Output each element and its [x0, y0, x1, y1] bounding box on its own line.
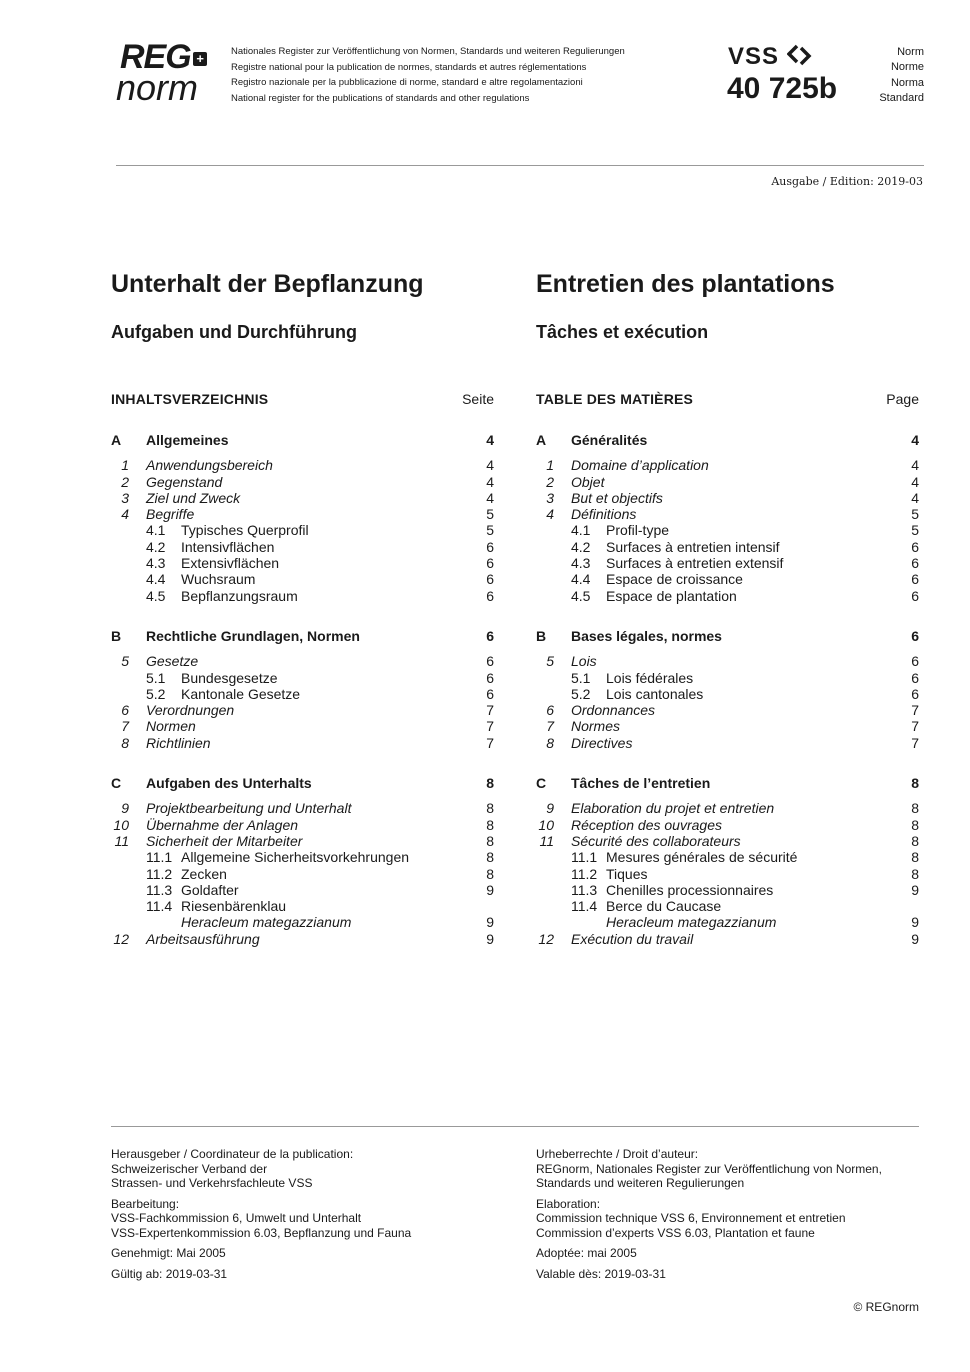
toc-subsection-title: Allgemeine Sicherheitsvorkehrungen — [181, 849, 410, 866]
toc-entry — [536, 702, 919, 718]
toc-entry — [536, 522, 919, 538]
toc-entry — [536, 898, 919, 914]
toc-page-number: 9 — [486, 881, 494, 898]
toc-chapter-number: 7 — [121, 718, 129, 735]
toc-page-number: 6 — [911, 571, 919, 588]
toc-chapter-number: 2 — [546, 473, 554, 490]
toc-subsection-number: 11.2 — [571, 865, 598, 882]
toc-section-letter: B — [536, 627, 547, 644]
toc-chapter-number: 8 — [121, 734, 129, 751]
toc-page-number: 4 — [911, 432, 919, 448]
toc-chapter-number: 6 — [546, 702, 554, 719]
toc-entry — [111, 914, 494, 930]
toc-list-de — [111, 432, 494, 947]
toc-subsection-title: Berce du Caucase — [606, 898, 722, 915]
norm-type-fr: Norme — [890, 61, 924, 74]
toc-chapter-number: 3 — [546, 489, 554, 506]
toc-entry — [111, 775, 494, 791]
toc-subsection-title: Espace de plantation — [606, 587, 737, 604]
footer-de — [111, 1147, 511, 1287]
adopted-date-fr: Adoptée: mai 2005 — [536, 1246, 637, 1260]
toc-subsection-number: 11.4 — [571, 898, 598, 915]
toc-section-letter: B — [111, 627, 122, 644]
toc-chapter-number: 8 — [546, 734, 554, 751]
toc-entry — [111, 817, 494, 833]
toc-chapter-number: 3 — [121, 489, 129, 506]
toc-entry — [111, 931, 494, 947]
toc-page-number: 6 — [486, 627, 494, 644]
toc-entry — [111, 735, 494, 751]
toc-chapter-title: Übernahme der Anlagen — [146, 816, 299, 833]
toc-entry — [536, 474, 919, 490]
toc-chapter-title: Directives — [571, 734, 633, 751]
toc-subsection-number: 4.1 — [146, 522, 166, 539]
toc-chapter-title: Projektbearbeitung und Unterhalt — [146, 800, 352, 817]
toc-entry — [536, 506, 919, 522]
toc-chapter-title: Verordnungen — [146, 702, 235, 719]
toc-subsection-number: 11.1 — [146, 849, 173, 866]
toc-entry — [536, 882, 919, 898]
toc-entry — [536, 866, 919, 882]
toc-section-letter: A — [111, 432, 122, 448]
regnorm-logo-norm: norm — [116, 67, 199, 108]
toc-subsection-number: 4.2 — [146, 538, 166, 555]
toc-entry — [536, 775, 919, 791]
toc-section-title: Aufgaben des Unterhalts — [146, 775, 312, 792]
footer-divider — [111, 1126, 919, 1127]
toc-page-number: 6 — [911, 653, 919, 670]
toc-page-number: 5 — [486, 522, 494, 539]
toc-page-number: 7 — [911, 734, 919, 751]
toc-page-number: 6 — [486, 538, 494, 555]
toc-chapter-number: 2 — [121, 473, 129, 490]
register-description — [231, 44, 625, 106]
toc-subsection-number: 11.2 — [146, 865, 173, 882]
toc-page-number: 4 — [486, 489, 494, 506]
copyright-holder-info: Urheberrechte / Droit d’auteur: REGnorm, Nationales Register zur Veröffentlichung von Normen, Standards und weiteren Regulierungen — [536, 1147, 882, 1190]
toc-entry — [111, 718, 494, 734]
toc-chapter-title: Elaboration du projet et entretien — [571, 800, 775, 817]
toc-entry — [536, 718, 919, 734]
toc-entry — [536, 555, 919, 571]
toc-page-number: 9 — [911, 881, 919, 898]
title-de: Unterhalt der Bepflanzung — [111, 270, 424, 298]
toc-subsection-title: Intensivflächen — [181, 538, 275, 555]
elaboration-info: Elaboration: Commission technique VSS 6, Environnement et entretien Commission d’experts VSS 6.03, Plantation et faune — [536, 1196, 846, 1240]
toc-page-number: 6 — [911, 555, 919, 572]
toc-subsection-number: 5.2 — [571, 685, 591, 702]
toc-chapter-title: Arbeitsausführung — [146, 930, 260, 947]
toc-page-number: 8 — [911, 816, 919, 833]
toc-entry — [536, 539, 919, 555]
toc-entry — [111, 866, 494, 882]
publisher-info: Herausgeber / Coordinateur de la publication: Schweizerischer Verband der Strassen- und Verkehrsfachleute VSS — [111, 1147, 354, 1190]
toc-page-number: 8 — [486, 775, 494, 792]
toc-subsection-number: 4.3 — [146, 555, 166, 572]
toc-chapter-title: But et objectifs — [571, 489, 663, 506]
subtitle-fr: Tâches et exécution — [536, 322, 709, 342]
toc-page-number: 8 — [486, 816, 494, 833]
edition-date: Ausgabe / Edition: 2019-03 — [771, 175, 923, 188]
toc-entry — [536, 800, 919, 816]
toc-chapter-number: 4 — [121, 506, 129, 523]
toc-entry — [536, 571, 919, 587]
toc-section-title: Allgemeines — [146, 432, 229, 448]
toc-page-number: 6 — [486, 571, 494, 588]
toc-chapter-number: 5 — [546, 653, 554, 670]
copyright-notice: © REGnorm — [853, 1300, 919, 1314]
toc-chapter-title: Sécurité des collaborateurs — [571, 832, 741, 849]
toc-page-number: 6 — [486, 685, 494, 702]
register-line-en: National register for the publications of standards and other regulations — [231, 92, 530, 104]
toc-page-number: 4 — [911, 473, 919, 490]
toc-chapter-title: Exécution du travail — [571, 930, 694, 947]
subtitle-de: Aufgaben und Durchführung — [111, 322, 357, 342]
toc-page-number: 7 — [911, 718, 919, 735]
toc-entry — [111, 432, 494, 448]
toc-section-title: Tâches de l’entretien — [571, 775, 711, 792]
toc-subsection-number: 5.1 — [146, 669, 166, 686]
toc-subsection-number: 4.5 — [146, 587, 166, 604]
toc-page-number: 5 — [486, 506, 494, 523]
toc-chapter-number: 11 — [114, 832, 129, 849]
toc-subsection-number: 11.4 — [146, 898, 173, 915]
toc-page-number: 8 — [911, 832, 919, 849]
toc-entry — [111, 474, 494, 490]
toc-page-number: 8 — [911, 865, 919, 882]
toc-page-number: 4 — [486, 473, 494, 490]
toc-page-number: 7 — [486, 702, 494, 719]
regnorm-logo-reg: REG + — [120, 40, 207, 74]
toc-subsection-title: Surfaces à entretien intensif — [606, 538, 780, 555]
toc-heading-de: INHALTSVERZEICHNIS — [111, 391, 269, 407]
toc-entry — [111, 506, 494, 522]
toc-subsection-title: Mesures générales de sécurité — [606, 849, 798, 866]
toc-subsection-title: Surfaces à entretien extensif — [606, 555, 784, 572]
toc-page-number: 5 — [911, 522, 919, 539]
toc-entry — [536, 735, 919, 751]
toc-entry — [111, 628, 494, 644]
toc-entry — [111, 539, 494, 555]
toc-entry — [111, 800, 494, 816]
toc-entry — [536, 931, 919, 947]
toc-page-number: 8 — [486, 832, 494, 849]
standard-number: 40 725b — [727, 72, 838, 105]
toc-chapter-title: Domaine d’application — [571, 457, 709, 474]
toc-subsection-number: 4.4 — [571, 571, 591, 588]
toc-section-title: Généralités — [571, 432, 648, 448]
toc-page-number: 4 — [486, 432, 494, 448]
toc-page-number: 9 — [486, 930, 494, 947]
toc-entry — [111, 653, 494, 669]
toc-section-letter: A — [536, 432, 547, 448]
toc-entry — [536, 588, 919, 604]
toc-page-number: 6 — [911, 538, 919, 555]
toc-entry — [536, 914, 919, 930]
toc-page-number: 4 — [486, 457, 494, 474]
toc-chapter-title: Anwendungsbereich — [146, 457, 273, 474]
toc-chapter-number: 12 — [538, 930, 554, 947]
norm-type-en: Standard — [879, 91, 924, 104]
toc-section-letter: C — [536, 775, 547, 792]
toc-chapter-title: Définitions — [571, 506, 637, 523]
swiss-cross-icon: + — [193, 52, 207, 66]
valid-date-fr: Valable dès: 2019-03-31 — [536, 1266, 666, 1281]
toc-subsection-title: Extensivflächen — [181, 555, 280, 572]
toc-page-number: 8 — [486, 865, 494, 882]
toc-page-number: 6 — [911, 627, 919, 644]
toc-entry — [111, 849, 494, 865]
toc-entry — [536, 833, 919, 849]
toc-section-letter: C — [111, 775, 122, 792]
toc-entry — [111, 670, 494, 686]
title-fr: Entretien des plantations — [536, 270, 835, 298]
toc-page-number: 7 — [486, 734, 494, 751]
toc-subsection-title: Profil-type — [606, 522, 670, 539]
toc-chapter-title: Objet — [571, 473, 605, 490]
toc-page-number: 7 — [486, 718, 494, 735]
toc-page-label-de: Seite — [462, 391, 494, 407]
toc-subsection-title: Lois fédérales — [606, 669, 694, 686]
toc-page-number: 8 — [911, 775, 919, 792]
toc-page-number: 6 — [486, 669, 494, 686]
toc-entry — [111, 571, 494, 587]
norm-type-de: Norm — [897, 46, 924, 58]
toc-subsection-continuation: Heracleum mategazzianum — [181, 914, 352, 931]
toc-chapter-title: Normen — [146, 718, 196, 735]
toc-subsection-number: 11.3 — [146, 881, 173, 898]
toc-page-number: 6 — [486, 555, 494, 572]
valid-date-de: Gültig ab: 2019-03-31 — [111, 1266, 228, 1281]
toc-chapter-number: 4 — [546, 506, 554, 523]
toc-chapter-number: 7 — [546, 718, 554, 735]
toc-chapter-title: Normes — [571, 718, 621, 735]
toc-chapter-number: 9 — [546, 800, 554, 817]
toc-entry — [536, 817, 919, 833]
toc-subsection-title: Goldafter — [181, 881, 239, 898]
toc-page-number: 8 — [486, 800, 494, 817]
toc-entry — [111, 522, 494, 538]
toc-page-number: 6 — [911, 669, 919, 686]
toc-entry — [536, 686, 919, 702]
header-divider — [116, 165, 924, 166]
toc-subsection-title: Wuchsraum — [181, 571, 256, 588]
toc-section-title: Bases légales, normes — [571, 627, 722, 644]
toc-chapter-number: 5 — [121, 653, 129, 670]
toc-subsection-title: Zecken — [181, 865, 227, 882]
toc-page-number: 8 — [911, 849, 919, 866]
norm-type-labels — [879, 45, 924, 106]
toc-chapter-title: Richtlinien — [146, 734, 211, 751]
toc-subsection-number: 4.5 — [571, 587, 591, 604]
approved-date-de: Genehmigt: Mai 2005 — [111, 1246, 226, 1260]
toc-section-title: Rechtliche Grundlagen, Normen — [146, 627, 360, 644]
toc-subsection-title: Chenilles processionnaires — [606, 881, 774, 898]
toc-subsection-number: 5.2 — [146, 685, 166, 702]
toc-entry — [111, 898, 494, 914]
toc-subsection-title: Bundesgesetze — [181, 669, 278, 686]
toc-chapter-number: 1 — [546, 457, 554, 474]
toc-subsection-number: 11.3 — [571, 881, 598, 898]
norm-type-it: Norma — [890, 76, 924, 89]
toc-subsection-number: 4.1 — [571, 522, 591, 539]
toc-entry — [536, 670, 919, 686]
toc-page-number: 6 — [486, 653, 494, 670]
toc-entry — [111, 457, 494, 473]
toc-chapter-number: 12 — [113, 930, 129, 947]
toc-subsection-number: 4.2 — [571, 538, 591, 555]
toc-heading-fr: TABLE DES MATIÈRES — [536, 391, 694, 407]
toc-page-number: 6 — [911, 587, 919, 604]
toc-chapter-number: 10 — [113, 816, 129, 833]
toc-subsection-number: 4.3 — [571, 555, 591, 572]
toc-subsection-title: Espace de croissance — [606, 571, 743, 588]
toc-entry — [111, 833, 494, 849]
toc-subsection-number: 11.1 — [571, 849, 598, 866]
toc-chapter-title: Lois — [571, 653, 597, 670]
toc-subsection-number: 4.4 — [146, 571, 166, 588]
toc-entry — [111, 686, 494, 702]
toc-subsection-number: 5.1 — [571, 669, 591, 686]
toc-subsection-title: Kantonale Gesetze — [181, 685, 301, 702]
toc-subsection-title: Riesenbärenklau — [181, 898, 287, 915]
toc-page-number: 4 — [911, 489, 919, 506]
toc-chapter-number: 9 — [121, 800, 129, 817]
toc-entry — [536, 653, 919, 669]
toc-chapter-title: Sicherheit der Mitarbeiter — [146, 832, 303, 849]
toc-entry — [536, 457, 919, 473]
toc-chapter-title: Begriffe — [146, 506, 195, 523]
toc-page-label-fr: Page — [886, 391, 919, 407]
toc-entry — [536, 849, 919, 865]
toc-chapter-number: 6 — [121, 702, 129, 719]
toc-page-number: 5 — [911, 506, 919, 523]
toc-chapter-title: Ziel und Zweck — [146, 489, 241, 506]
toc-subsection-continuation: Heracleum mategazzianum — [606, 914, 777, 931]
toc-chapter-title: Gegenstand — [146, 473, 223, 490]
register-line-de: Nationales Register zur Veröffentlichung von Normen, Standards und weiteren Regulierungen — [231, 46, 625, 57]
toc-entry — [111, 490, 494, 506]
toc-page-number: 9 — [911, 914, 919, 931]
toc-subsection-title: Bepflanzungsraum — [181, 587, 298, 604]
toc-entry — [536, 432, 919, 448]
toc-page-number: 7 — [911, 702, 919, 719]
toc-entry — [111, 882, 494, 898]
vss-arrows-icon — [787, 44, 813, 66]
toc-chapter-title: Réception des ouvrages — [571, 816, 722, 833]
toc-entry — [111, 555, 494, 571]
toc-list-fr — [536, 432, 919, 947]
toc-subsection-title: Typisches Querprofil — [181, 522, 309, 539]
toc-entry — [111, 588, 494, 604]
toc-page-number: 9 — [911, 930, 919, 947]
toc-chapter-title: Gesetze — [146, 653, 199, 670]
editing-info: Bearbeitung: VSS-Fachkommission 6, Umwelt und Unterhalt VSS-Expertenkommission 6.03, Bepflanzung und Fauna — [111, 1196, 412, 1240]
toc-subsection-title: Tiques — [606, 865, 648, 882]
toc-chapter-number: 11 — [539, 832, 554, 849]
vss-logo: VSS — [728, 44, 813, 70]
toc-chapter-title: Ordonnances — [571, 702, 656, 719]
toc-page-number: 8 — [911, 800, 919, 817]
toc-page-number: 8 — [486, 849, 494, 866]
toc-page-number: 6 — [486, 587, 494, 604]
toc-entry — [111, 702, 494, 718]
register-line-fr: Registre national pour la publication de normes, standards et autres réglementations — [231, 61, 587, 73]
footer-fr — [536, 1147, 936, 1287]
register-line-it: Registro nazionale per la pubblicazione di norme, standard e altre regolamentazioni — [231, 77, 583, 88]
toc-chapter-number: 10 — [538, 816, 554, 833]
toc-page-number: 9 — [486, 914, 494, 931]
toc-page-number: 6 — [911, 685, 919, 702]
toc-chapter-number: 1 — [121, 457, 129, 474]
toc-entry — [536, 628, 919, 644]
toc-subsection-title: Lois cantonales — [606, 685, 704, 702]
toc-entry — [536, 490, 919, 506]
toc-page-number: 4 — [911, 457, 919, 474]
